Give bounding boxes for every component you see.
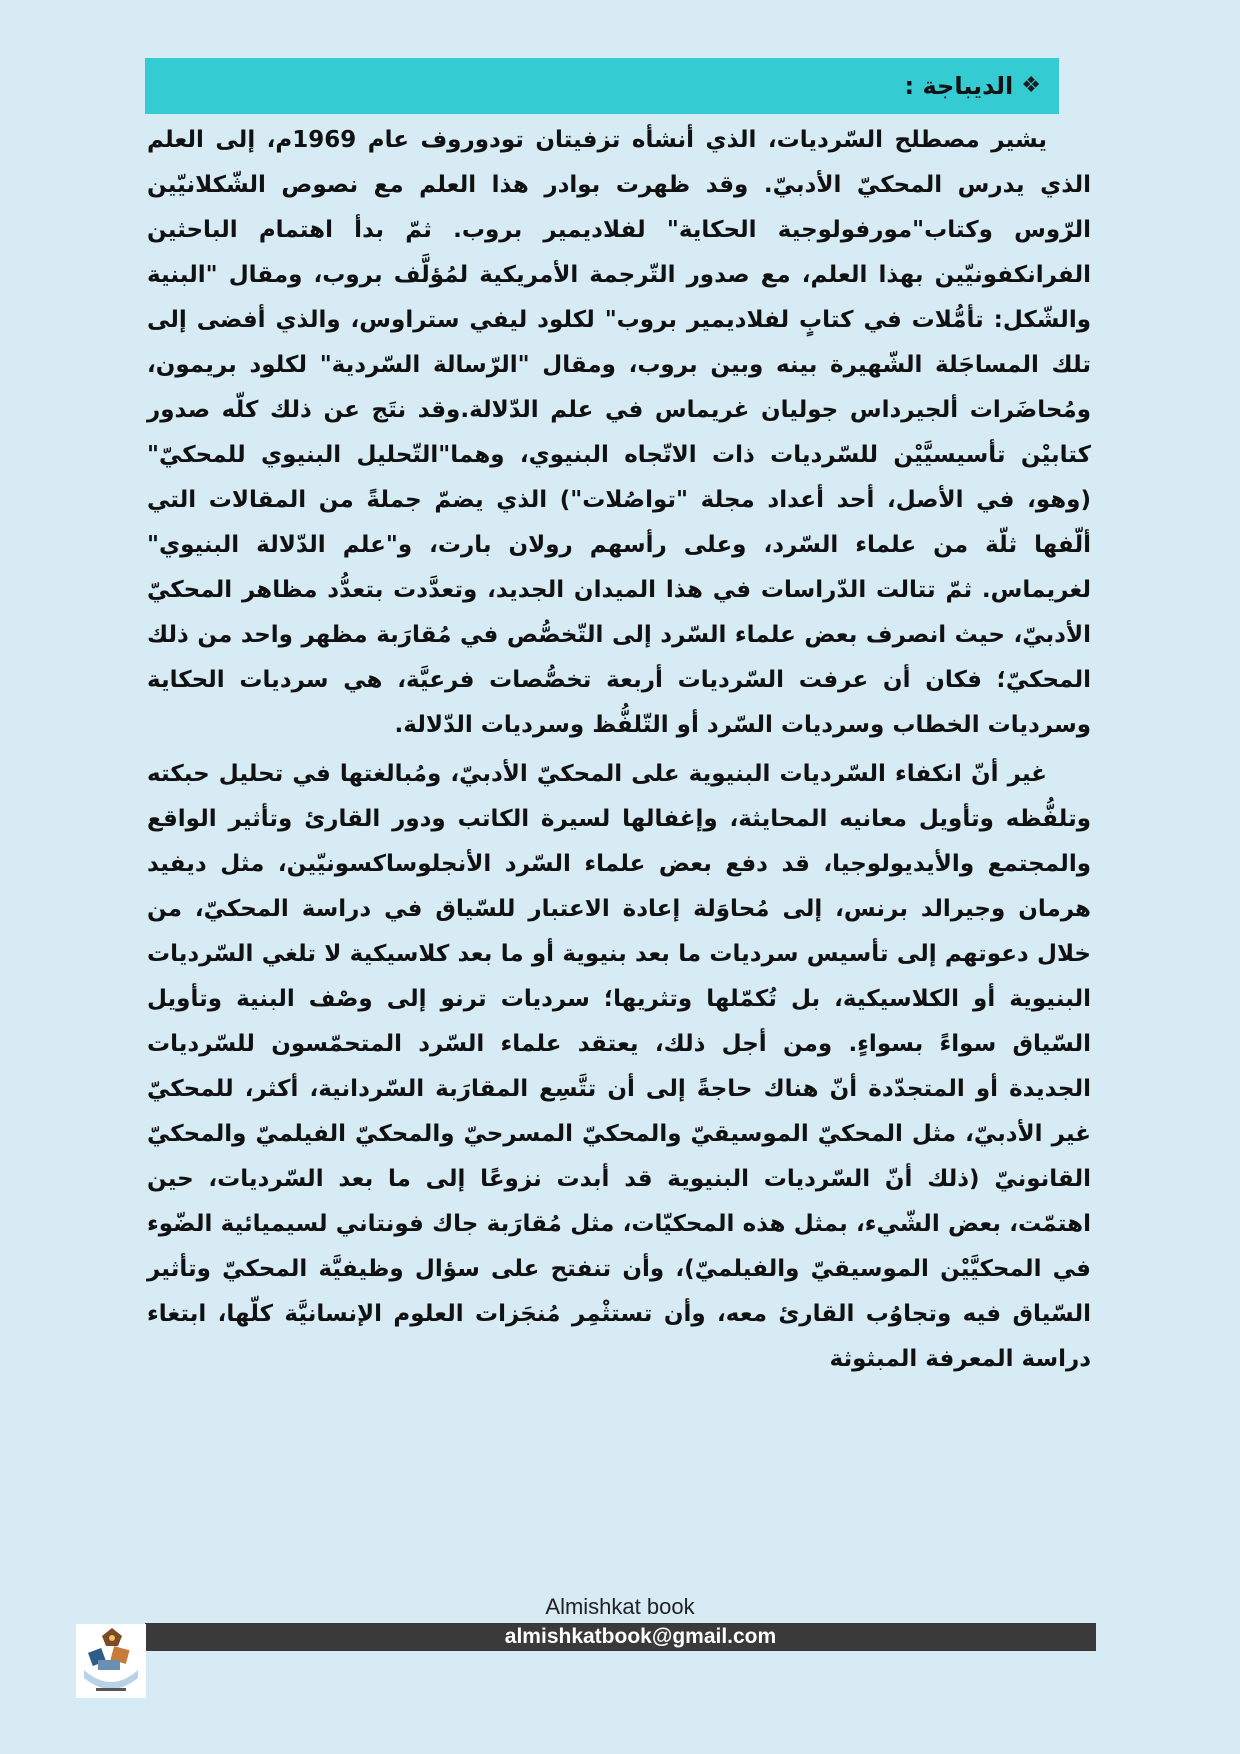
footer-email[interactable]: almishkatbook@gmail.com (145, 1623, 1096, 1651)
diamond-bullet-icon: ❖ (1021, 73, 1041, 98)
article-body (147, 118, 1091, 1382)
paragraph-2: غير أنّ انكفاء السّرديات البنيوية على المحكيّ الأدبيّ، ومُبالغتها في تحليل حبكته وتلفُّظه وتأويل معانيه المحايثة، وإغفالها لسيرة الكاتب ودور القارئ وتأثير الواقع والمجتمع والأيديولوجيا، قد دفع بعض علماء السّرد الأنجلوساكسونيّين، مثل ديفيد هرمان وجيرالد برنس، إلى مُحاوَلة إعادة الاعتبار للسّياق في دراسة المحكيّ، من خلال دعوتهم إلى تأسيس سرديات ما بعد بنيوية أو ما بعد كلاسيكية لا تلغي السّرديات البنيوية أو الكلاسيكية، بل تُكمّلها وتثريها؛ سرديات ترنو إلى وصْف البنية وتأويل السّياق سواءً بسواءٍ. ومن أجل ذلك، يعتقد علماء السّرد المتحمّسون للسّرديات الجديدة أو المتجدّدة أنّ هناك حاجةً إلى أن تتَّسِع المقارَبة السّردانية، أكثر، للمحكيّ غير الأدبيّ، مثل المحكيّ الموسيقيّ والمحكيّ المسرحيّ والمحكيّ الفيلميّ والمحكيّ القانونيّ (ذلك أنّ السّرديات البنيوية قد أبدت نزوعًا إلى ما بعد السّرديات، حين اهتمّت، بعض الشّيء، بمثل هذه المحكيّات، مثل مُقارَبة جاك فونتاني لسيميائية الضّوء في المحكيَّيْن الموسيقيّ والفيلميّ)، وأن تنفتح على سؤال وظيفيَّة المحكيّ وتأثير السّياق فيه وتجاوُب القارئ معه، وأن تستثْمِر مُنجَزات العلوم الإنسانيَّة كلّها، ابتغاء دراسة المعرفة المبثوثة (147, 761, 1091, 1372)
almishkat-logo-icon (76, 1624, 146, 1698)
paragraph-1: يشير مصطلح السّرديات، الذي أنشأه تزفيتان تودوروف عام 1969م، إلى العلم الذي يدرس المحكيّ الأدبيّ. وقد ظهرت بوادر هذا العلم مع نصوص الشّكلانيّين الرّوس وكتاب"مورفولوجية الحكاية" لفلاديمير بروب. ثمّ بدأ اهتمام الباحثين الفرانكفونيّين بهذا العلم، مع صدور التّرجمة الأمريكية لمُؤلَّف بروب، ومقال "البنية والشّكل: تأمُّلات في كتابٍ لفلاديمير بروب" لكلود ليفي ستراوس، والذي أفضى إلى تلك المساجَلة الشّهيرة بينه وبين بروب، ومقال "الرّسالة السّردية" لكلود بريمون، ومُحاضَرات ألجيرداس جوليان غريماس في علم الدّلالة.وقد نتَج عن ذلك كلّه صدور كتابيْن تأسيسيَّيْن للسّرديات ذات الاتّجاه البنيوي، وهما"التّحليل البنيوي للمحكيّ" (وهو، في الأصل، أحد أعداد مجلة "تواصُلات") الذي يضمّ جملةً من المقالات التي ألّفها ثلّة من علماء السّرد، وعلى رأسهم رولان بارت، و"علم الدّلالة البنيوي" لغريماس. ثمّ تتالت الدّراسات في هذا الميدان الجديد، وتعدَّدت بتعدُّد مظاهر المحكيّ الأدبيّ، حيث انصرف بعض علماء السّرد إلى التّخصُّص في مُقارَبة مظهر واحد من ذلك المحكيّ؛ فكان أن عرفت السّرديات أربعة تخصُّصات فرعيَّة، هي سرديات الحكاية وسرديات الخطاب وسرديات السّرد أو التّلفُّظ وسرديات الدّلالة. (147, 127, 1091, 738)
section-heading-bar (145, 58, 1059, 114)
footer-site-name: Almishkat book (545, 1594, 695, 1619)
section-heading: الديباجة : (904, 72, 1014, 100)
